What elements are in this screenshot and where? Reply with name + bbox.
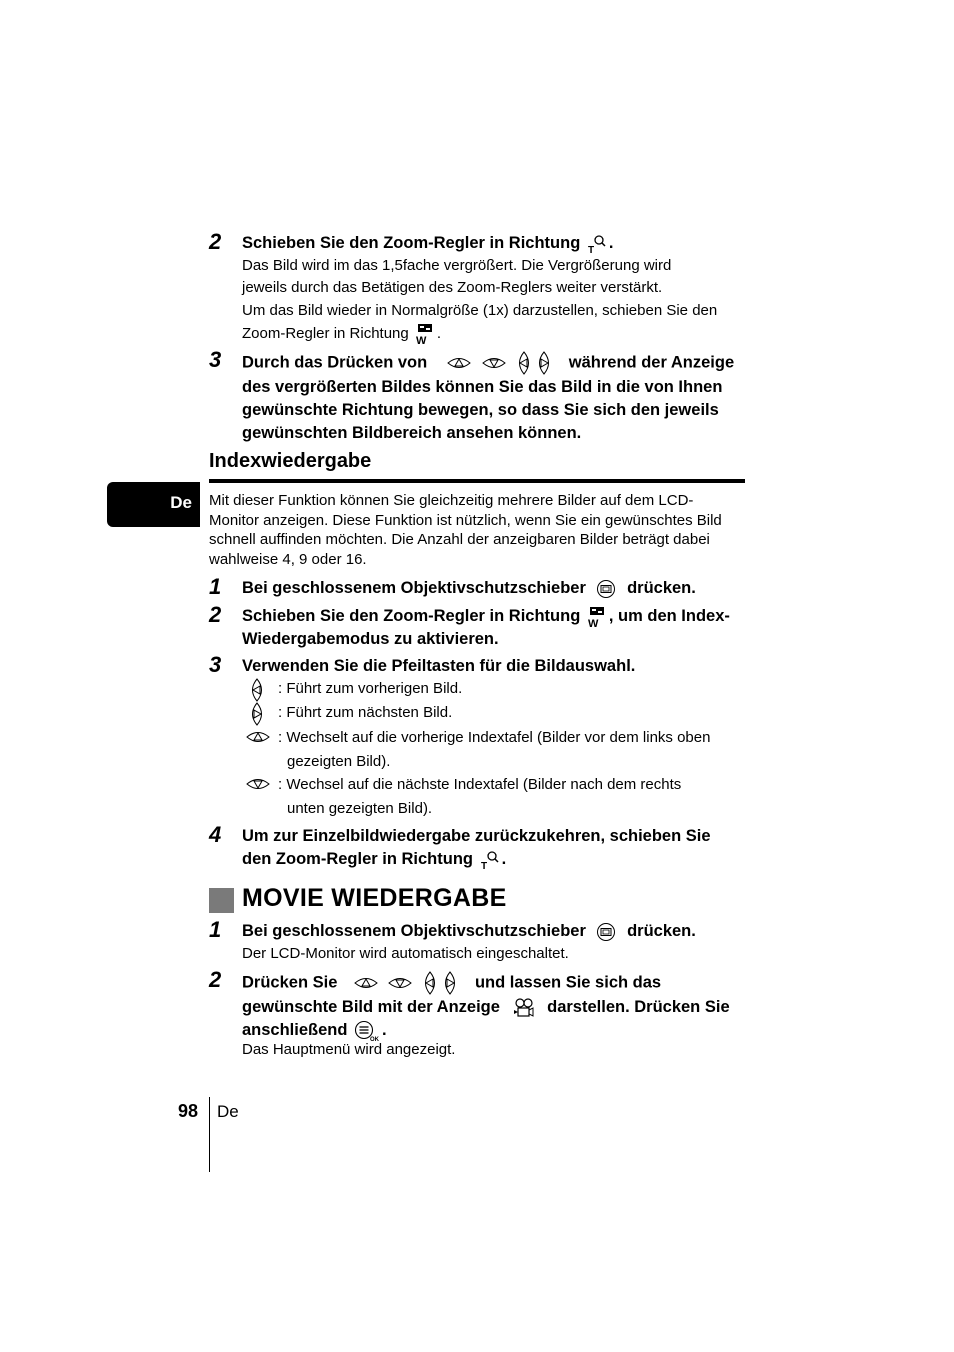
arrow-up-key-icon <box>446 355 472 371</box>
zoom-wide-icon <box>587 606 607 628</box>
index-step-2-text: Schieben Sie den Zoom-Regler in Richtung , um den Index- Wiedergabemodus zu aktivieren. <box>242 607 730 648</box>
movie-step-2-body: Das Hauptmenü wird angezeigt. <box>242 1041 456 1058</box>
language-side-tab <box>107 482 200 527</box>
arrow-up-key-icon <box>353 975 379 991</box>
movie-step-1-text: Bei geschlossenem Objektivschutzschieber drücken. <box>242 922 696 940</box>
footer-language: De <box>217 1102 239 1121</box>
index-intro-paragraph: Mit dieser Funktion können Sie gleichzeitig mehrere Bilder auf dem LCD- Monitor anzeigen. Diese Funktion ist nützlich, wenn Sie ein gewünschtes Bild schnell auffinden möchten. Die Anzahl der anzeigbaren Bilder beträgt dabei wahlweise 4, 9 oder 16. <box>209 492 722 568</box>
section-marker-square <box>209 888 234 913</box>
movie-step-1-body: Der LCD-Monitor wird automatisch eingeschaltet. <box>242 945 569 962</box>
footer-divider <box>209 1097 210 1172</box>
arrow-right-key-icon <box>536 350 552 376</box>
arrow-left-key-icon <box>516 350 532 376</box>
index-step-2-number: 2 <box>209 602 222 627</box>
page-number: 98 <box>178 1101 199 1121</box>
index-step-1-text: Bei geschlossenem Objektivschutzschieber drücken. <box>242 579 696 597</box>
movie-step-1-number: 1 <box>209 917 222 942</box>
zoom-wide-icon <box>415 323 435 345</box>
arrow-up-key-icon <box>245 729 271 752</box>
zoom-tele-icon <box>587 234 607 254</box>
zoom-tele-icon <box>480 850 500 870</box>
movie-camera-icon <box>513 998 535 1018</box>
playback-button-icon <box>596 579 616 599</box>
arrow-down-key-icon <box>245 776 271 799</box>
arrow-right-key-icon <box>442 970 458 996</box>
zoom-step-2-number: 2 <box>209 229 222 254</box>
arrow-left-key-icon <box>422 970 438 996</box>
zoom-step-2-body: Das Bild wird im das 1,5fache vergrößert. Die Vergrößerung wird jeweils durch das Betätigen des Zoom-Reglers weiter verstärkt. Um das Bild wieder in Normalgröße (1x) darzustellen, schieben Sie den Zoom-Regler in Richtung . <box>242 255 747 345</box>
arrow-down-key-icon <box>481 355 507 371</box>
index-step-4-text: Um zur Einzelbildwiedergabe zurückzukehren, schieben Sie den Zoom-Regler in Richtung . <box>242 825 747 871</box>
index-step-3-title: Verwenden Sie die Pfeiltasten für die Bildauswahl. <box>242 657 636 675</box>
playback-button-icon <box>596 922 616 942</box>
index-step-1-number: 1 <box>209 574 222 599</box>
zoom-step-2-title: Schieben Sie den Zoom-Regler in Richtung . <box>242 232 747 255</box>
zoom-step-3-text: Durch das Drücken von während der Anzeige des vergrößerten Bildes können Sie das Bild in die von Ihnen gewünschte Richtung bewegen, so dass Sie sich den jeweils gewünschten Bildbereich ansehen können. <box>242 350 747 445</box>
index-step-4-number: 4 <box>209 822 222 847</box>
movie-step-2-text: Drücken Sie und lassen Sie sich das gewünschte Bild mit der Anzeige darstellen. Drücken Sie anschließend . <box>242 970 747 1042</box>
zoom-step-3-number: 3 <box>209 347 222 372</box>
movie-step-2-number: 2 <box>209 967 222 992</box>
index-section-heading: Indexwiedergabe <box>209 450 372 472</box>
movie-section-heading: MOVIE WIEDERGABE <box>242 884 507 912</box>
language-side-tab-label: De <box>170 493 192 512</box>
index-step-3-number: 3 <box>209 652 222 677</box>
arrow-down-key-icon <box>387 975 413 991</box>
section-divider <box>209 479 745 483</box>
